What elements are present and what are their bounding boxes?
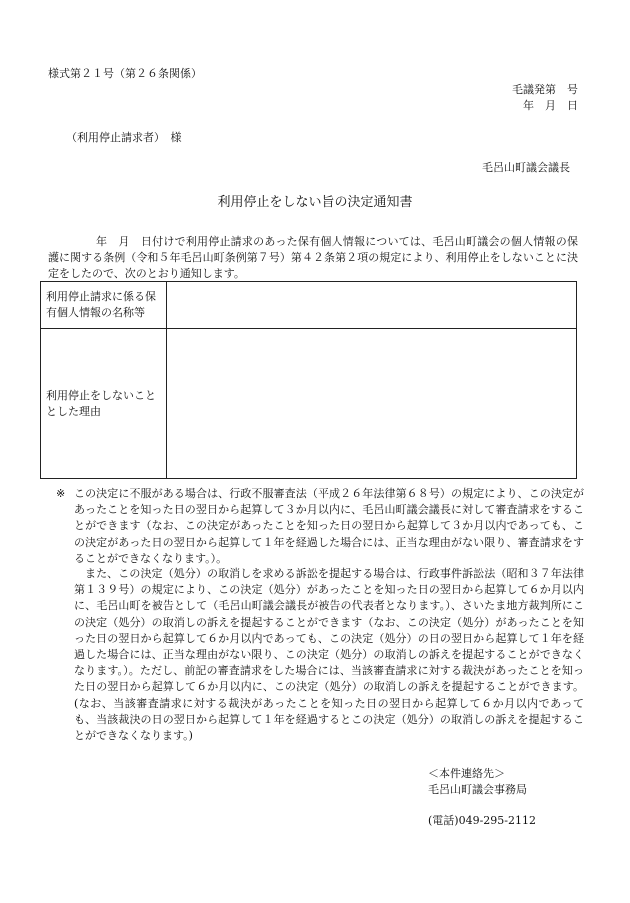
personal-info-name-cell[interactable]	[167, 282, 577, 329]
issuer: 毛呂山町議会議長	[482, 161, 570, 174]
table-row	[41, 282, 577, 329]
contact-phone: (電話)049-295-2112	[428, 814, 537, 827]
intro-paragraph: 年 月 日付けで利用停止請求のあった保有個人情報については、毛呂山町議会の個人情報の保護に関する条例（令和５年毛呂山町条例第７号）第４２条第２項の規定により、利用停止をしないことに決定をしたので、次のとおり通知します。	[48, 235, 578, 281]
personal-info-name-label: 利用停止請求に係る保有個人情報の名称等	[41, 282, 167, 329]
contact-office: 毛呂山町議会事務局	[428, 783, 527, 796]
contact-heading: ＜本件連絡先＞	[428, 767, 505, 780]
appeal-notice	[56, 486, 584, 567]
decision-table	[40, 281, 577, 479]
issue-date: 年 月 日	[523, 99, 578, 112]
table-row	[41, 329, 577, 479]
lawsuit-notice: また、この決定（処分）の取消しを求める訴訟を提起する場合は、行政事件訴訟法（昭和３７年法律第１３９号）の規定により、この決定（処分）があったことを知った日の翌日から起算して６か月以内に、毛呂山町を被告として（毛呂山町議会議長が被告の代表者となります。）、さいたま地方裁判所にこの決定（処分）の取消しの訴えを提起することができます（なお、この決定（処分）があったことを知った日の翌日から起算して６か月以内であっても、この決定（処分）の日の翌日から起算して１年を経過した場合には、正当な理由がない限り、この決定（処分）の取消しの訴えを提起することができなくなります。）。ただし、前記の審査請求をした場合には、当該審査請求に対する裁決があったことを知った日の翌日から起算して６か月以内に、この決定（処分）の取消しの訴えを提起することができます。(なお、当該審査請求に対する裁決があったことを知った日の翌日から起算して６か月以内であっても、当該裁決の日の翌日から起算して１年を経過するとこの決定（処分）の取消しの訴えを提起することができなくなります。)	[74, 567, 584, 743]
form-number: 様式第２１号（第２６条関係）	[48, 67, 202, 80]
appeal-notice-text: この決定に不服がある場合は、行政不服審査法（平成２６年法律第６８号）の規定により、この決定があったことを知った日の翌日から起算して３か月以内に、毛呂山町議会議長に対して審査請求をすることができます（なお、この決定があったことを知った日の翌日から起算して３か月以内であっても、この決定があった日の翌日から起算して１年を経過した場合には、正当な理由がない限り、審査請求をすることができなくなります。）。	[74, 487, 584, 565]
addressee: （利用停止請求者） 様	[66, 131, 182, 144]
reason-label: 利用停止をしないこととした理由	[41, 329, 167, 479]
document-title: 利用停止をしない旨の決定通知書	[217, 195, 413, 210]
reason-cell[interactable]	[167, 329, 577, 479]
note-mark: ※	[56, 487, 66, 500]
issue-number: 毛議発第 号	[512, 83, 578, 96]
